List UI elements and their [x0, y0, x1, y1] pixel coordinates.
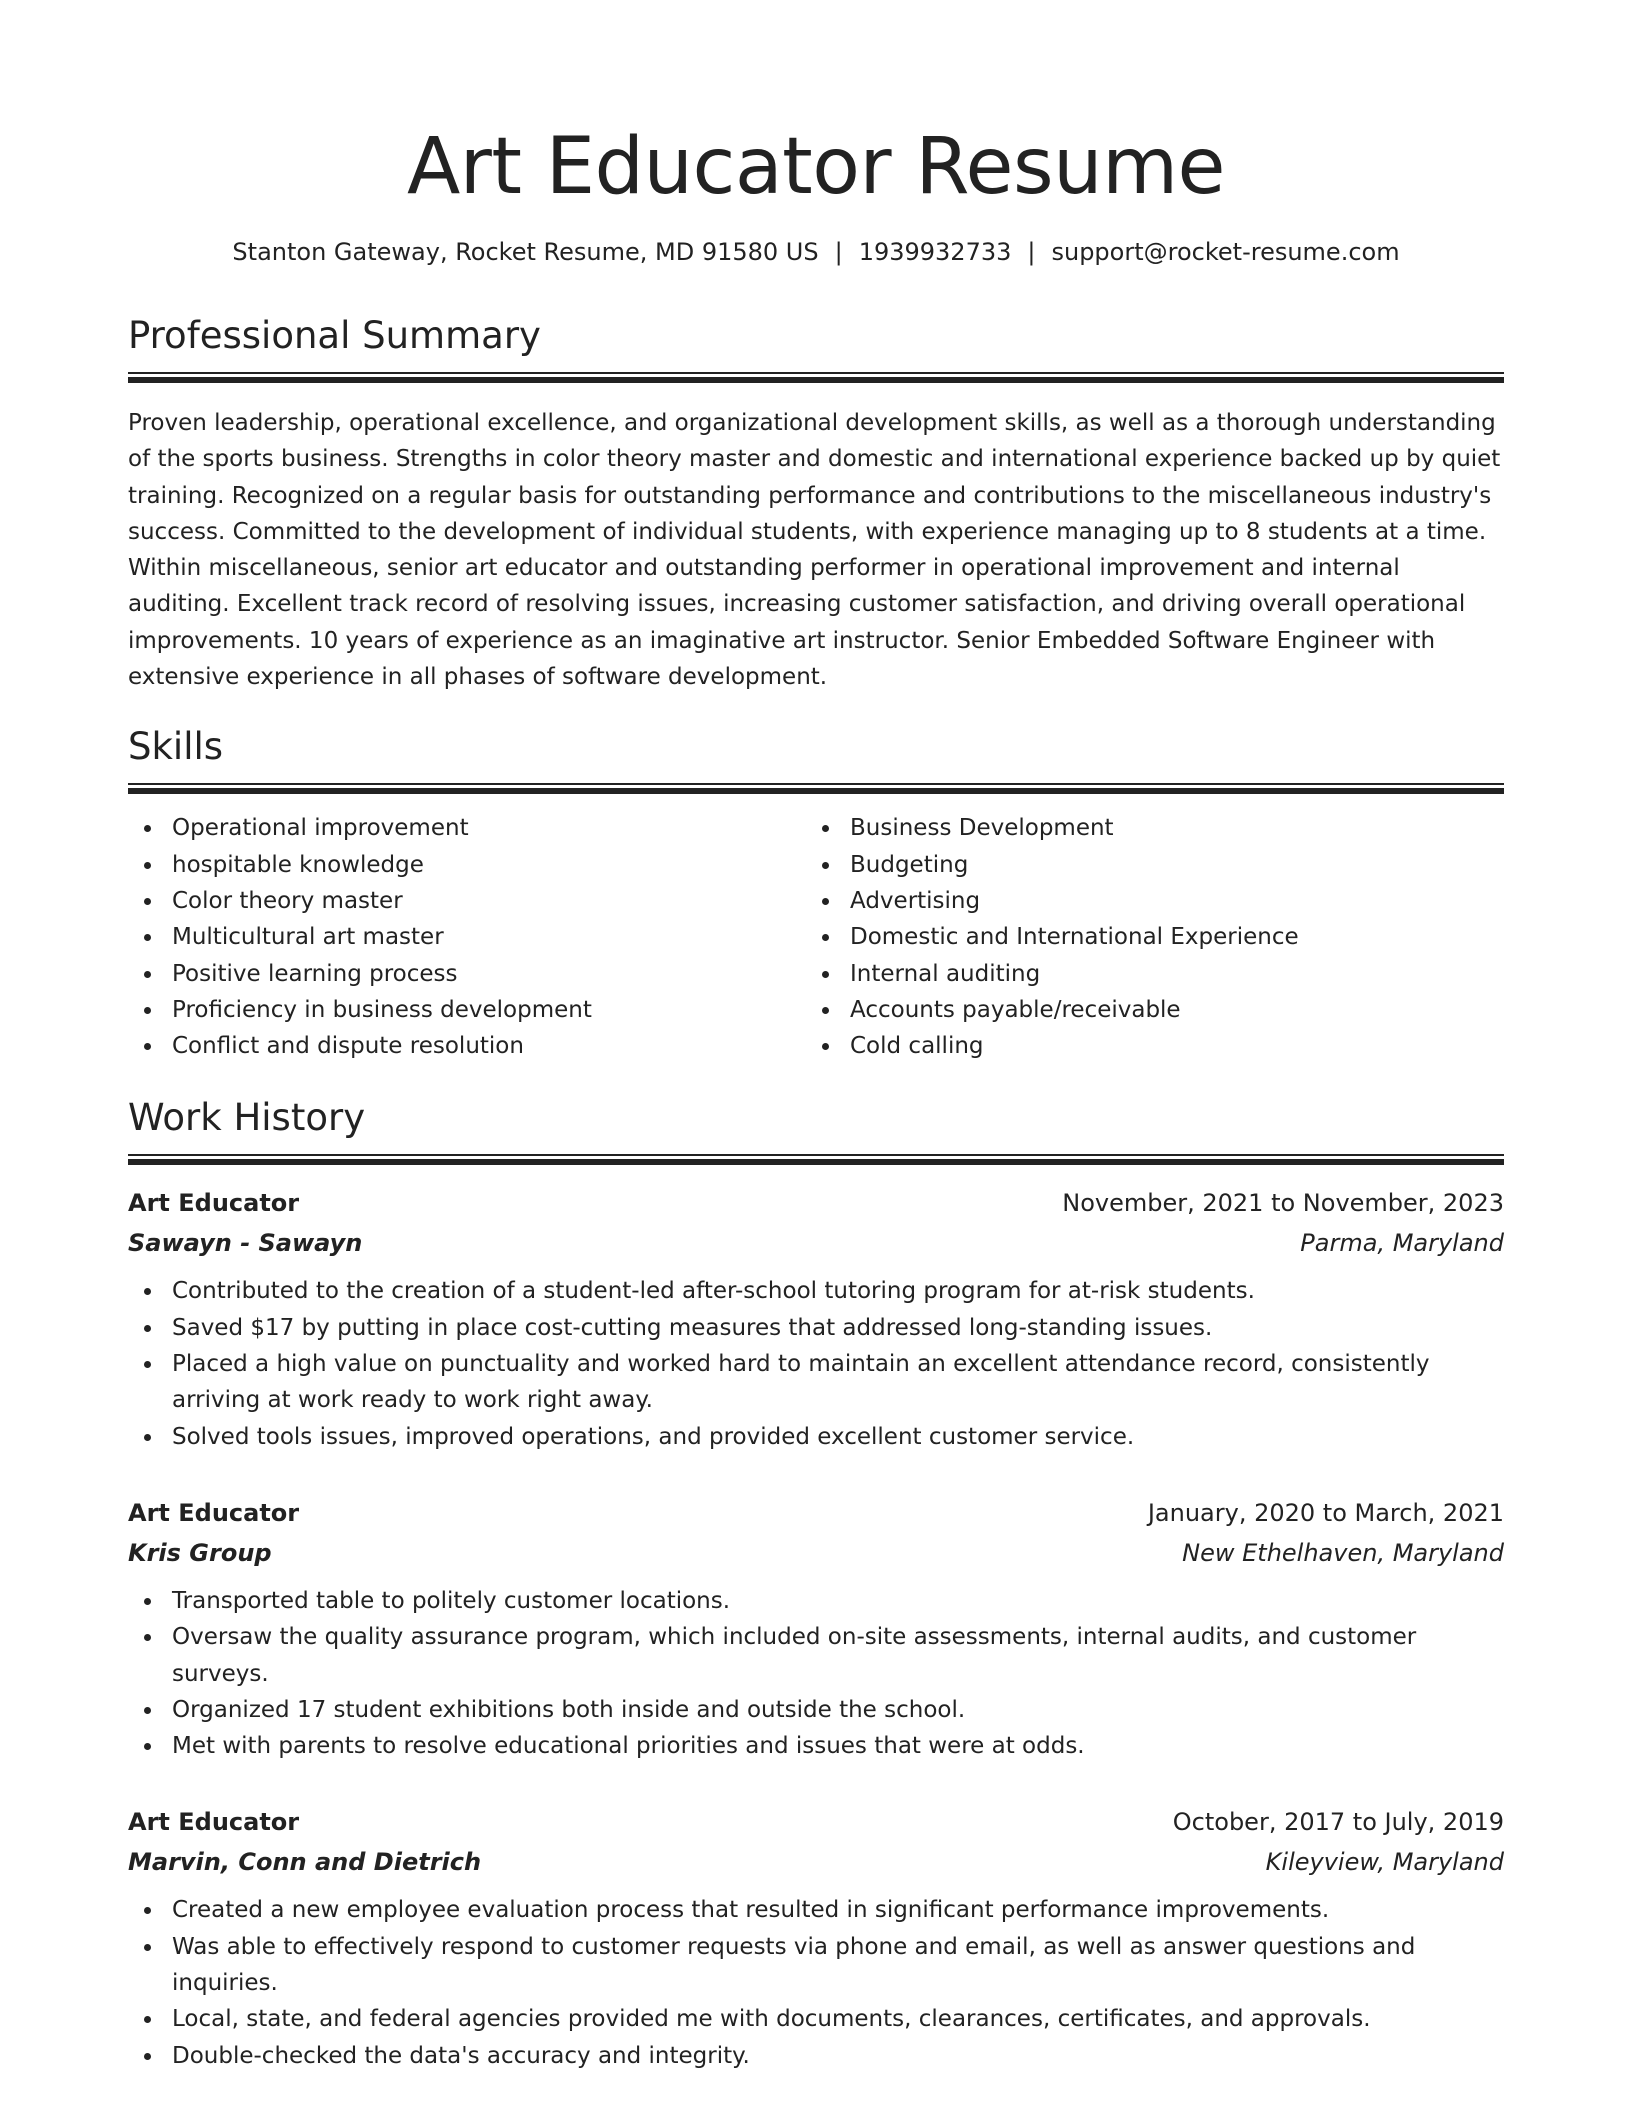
skill-item: hospitable knowledge [172, 847, 806, 883]
section-divider [128, 783, 1504, 794]
skill-item: Cold calling [850, 1028, 1484, 1064]
skills-column-left [128, 810, 806, 1064]
job-location: Kileyview, Maryland [1265, 1848, 1504, 1877]
skill-item: Domestic and International Experience [850, 919, 1484, 955]
skills-section [128, 723, 1504, 1064]
skill-item: Internal auditing [850, 956, 1484, 992]
skills-column-right [806, 810, 1484, 1064]
job-company-row [128, 1223, 1504, 1263]
skill-item: Positive learning process [172, 956, 806, 992]
section-heading: Professional Summary [128, 314, 541, 357]
skill-item: Business Development [850, 810, 1484, 846]
section-divider [128, 372, 1504, 383]
job-entry [128, 1493, 1504, 1764]
skill-item: Operational improvement [172, 810, 806, 846]
work-history-section [128, 1094, 1504, 2073]
job-entry [128, 1802, 1504, 2073]
section-divider [128, 1154, 1504, 1165]
job-bullet: Local, state, and federal agencies provided me with documents, clearances, certificates, and approvals. [172, 2001, 1504, 2037]
job-dates: November, 2021 to November, 2023 [1062, 1189, 1504, 1218]
job-bullet: Was able to effectively respond to customer requests via phone and email, as well as answer questions and inquiries. [172, 1929, 1504, 2002]
job-header-row [128, 1493, 1504, 1533]
job-bullet: Organized 17 student exhibitions both inside and outside the school. [172, 1692, 1504, 1728]
job-company: Kris Group [128, 1538, 272, 1567]
job-bullet: Contributed to the creation of a student-led after-school tutoring program for at-risk students. [172, 1273, 1504, 1309]
contact-separator: | [834, 238, 843, 266]
job-bullet: Double-checked the data's accuracy and integrity. [172, 2038, 1504, 2074]
skill-item: Proficiency in business development [172, 992, 806, 1028]
job-bullet: Saved $17 by putting in place cost-cutting measures that addressed long-standing issues. [172, 1310, 1504, 1346]
section-heading: Skills [128, 725, 224, 769]
job-location: Parma, Maryland [1300, 1229, 1504, 1258]
skill-item: Accounts payable/receivable [850, 992, 1484, 1028]
job-header-row [128, 1183, 1504, 1223]
job-location: New Ethelhaven, Maryland [1182, 1538, 1504, 1567]
job-bullet: Oversaw the quality assurance program, which included on-site assessments, internal audits, and customer surveys. [172, 1619, 1504, 1692]
job-header-row [128, 1802, 1504, 1842]
job-dates: January, 2020 to March, 2021 [1147, 1498, 1504, 1527]
job-bullet: Met with parents to resolve educational priorities and issues that were at odds. [172, 1728, 1504, 1764]
job-bullet: Transported table to politely customer locations. [172, 1583, 1504, 1619]
job-bullets [128, 1583, 1504, 1764]
job-bullets [128, 1273, 1504, 1454]
job-title: Art Educator [128, 1189, 300, 1218]
job-bullets [128, 1892, 1504, 2073]
job-title: Art Educator [128, 1808, 300, 1837]
contact-address: Stanton Gateway, Rocket Resume, MD 91580 US [232, 238, 819, 266]
job-company-row [128, 1842, 1504, 1882]
job-bullet: Created a new employee evaluation process that resulted in significant performance improvements. [172, 1892, 1504, 1928]
job-title: Art Educator [128, 1498, 300, 1527]
job-company-row [128, 1533, 1504, 1573]
skill-item: Budgeting [850, 847, 1484, 883]
skills-grid [128, 810, 1504, 1064]
skill-item: Color theory master [172, 883, 806, 919]
contact-line [128, 236, 1504, 268]
resume-page [128, 0, 1504, 2074]
skill-item: Multicultural art master [172, 919, 806, 955]
job-dates: October, 2017 to July, 2019 [1172, 1808, 1504, 1837]
contact-phone: 1939932733 [858, 238, 1012, 266]
contact-separator: | [1027, 238, 1036, 266]
job-company: Sawayn - Sawayn [128, 1229, 363, 1258]
job-company: Marvin, Conn and Dietrich [128, 1848, 482, 1877]
skill-item: Conflict and dispute resolution [172, 1028, 806, 1064]
skill-item: Advertising [850, 883, 1484, 919]
job-bullet: Placed a high value on punctuality and worked hard to maintain an excellent attendance record, consistently arriving at work ready to work right away. [172, 1346, 1504, 1419]
summary-text: Proven leadership, operational excellence, and organizational development skills, as well as a thorough understanding of the sports business. Strengths in color theory master and domestic and international experience backed up by quiet training. Recognized on a regular basis for outstanding performance and contributions to the miscellaneous industry's success. Committed to the development of individual students, with experience managing up to 8 students at a time. Within miscellaneous, senior art educator and outstanding performer in operational improvement and internal auditing. Excellent track record of resolving issues, increasing customer satisfaction, and driving overall operational improvements. 10 years of experience as an imaginative art instructor. Senior Embedded Software Engineer with extensive experience in all phases of software development. [128, 410, 1501, 691]
job-bullet: Solved tools issues, improved operations, and provided excellent customer service. [172, 1419, 1504, 1455]
contact-email[interactable]: support@rocket-resume.com [1051, 238, 1400, 266]
section-heading: Work History [128, 1096, 366, 1140]
resume-title: Art Educator Resume [406, 122, 1226, 212]
professional-summary-section [128, 312, 1504, 695]
job-entry [128, 1183, 1504, 1454]
